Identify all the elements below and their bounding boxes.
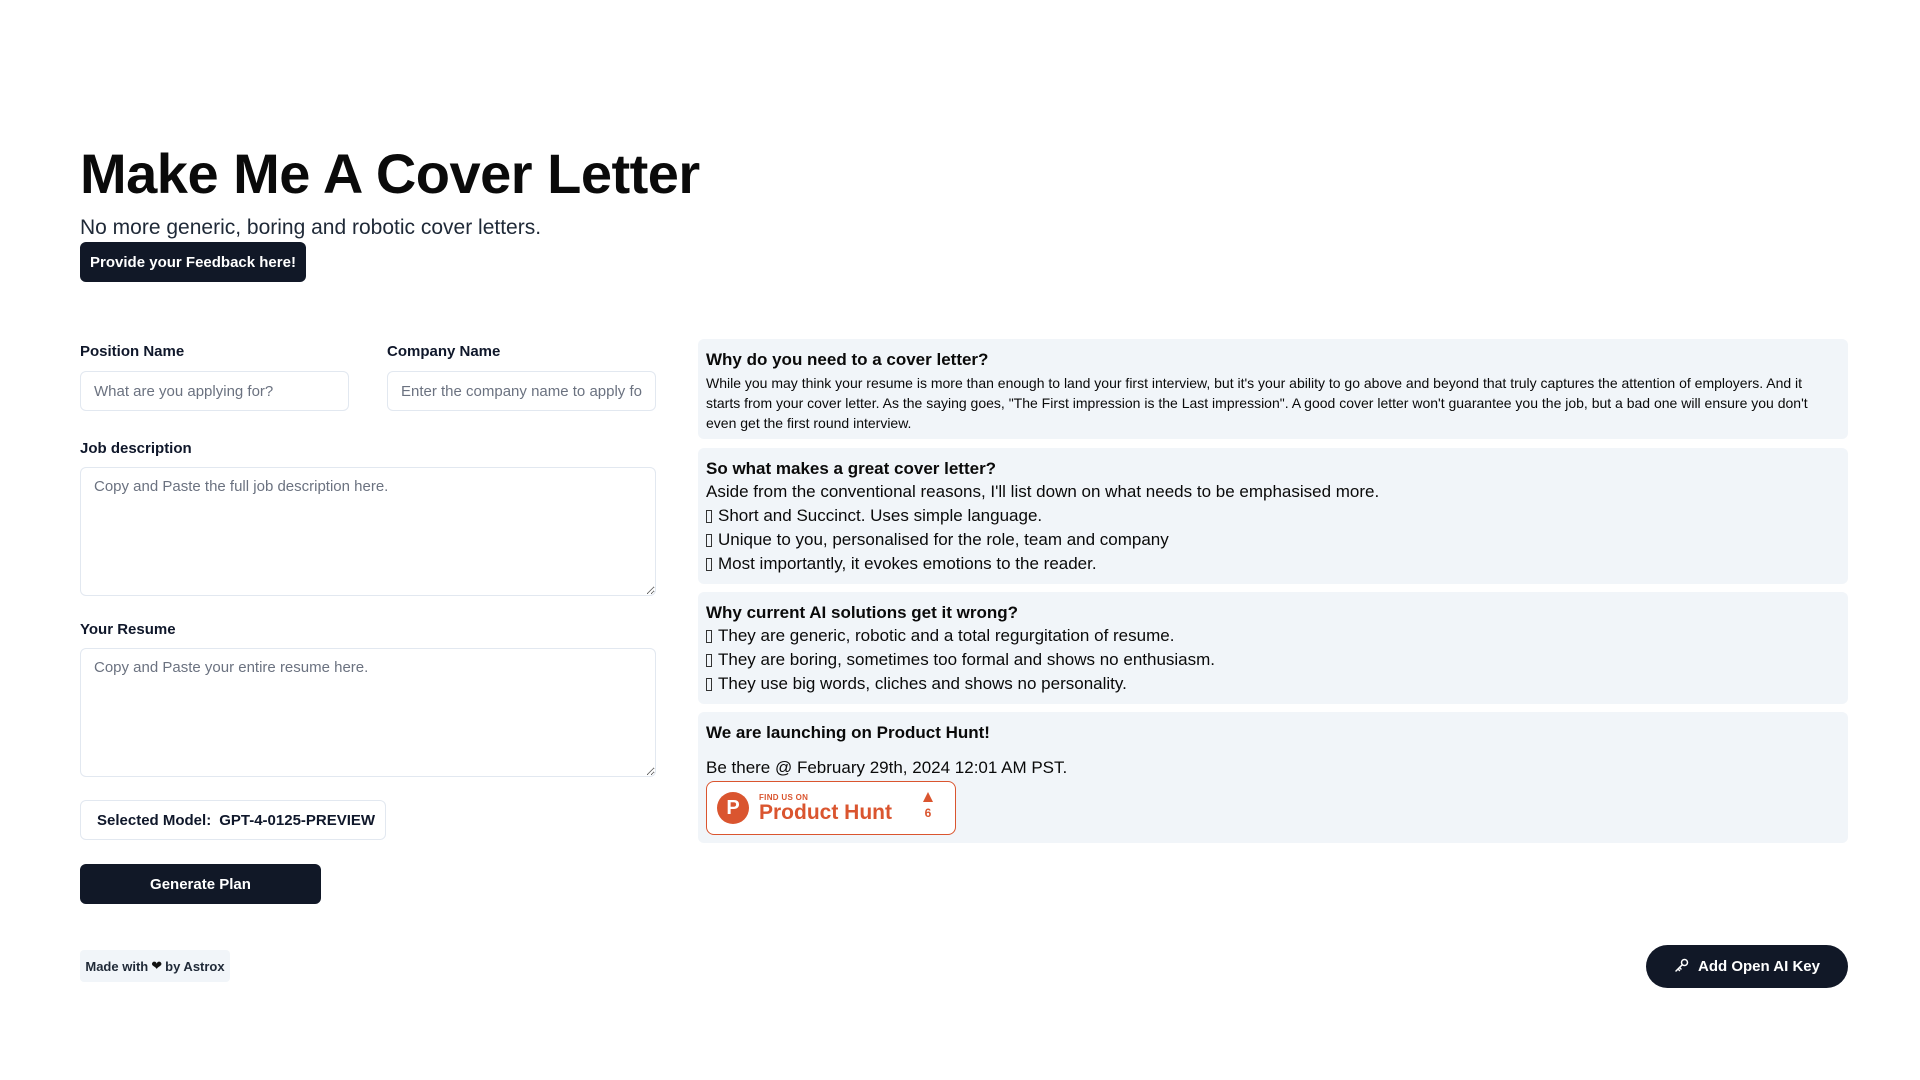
- made-with-prefix: Made with: [85, 958, 149, 974]
- product-hunt-votes: [923, 792, 933, 820]
- list-item: [706, 648, 1840, 672]
- product-hunt-find-text: FIND US ON: [759, 792, 809, 802]
- list-item: [706, 552, 1840, 576]
- bullet-icon: [706, 534, 712, 547]
- bullet-icon: [706, 678, 712, 691]
- resume-textarea[interactable]: [80, 648, 656, 777]
- add-openai-key-label: Add Open AI Key: [1698, 958, 1820, 975]
- product-hunt-badge-text: [759, 793, 892, 824]
- why-cover-letter-title: Why do you need to a cover letter?: [706, 350, 989, 369]
- key-icon: [1674, 957, 1690, 977]
- why-cover-letter-text: While you may think your resume is more than enough to land your first interview, but it's your ability to go above and beyond that truly captures the attention of employers. And it starts from your cover letter. As the saying goes, "The First impression is the Last impression". A good cover letter won't guarantee you the job, but a bad one will ensure you don't even get the first round interview.: [706, 375, 1808, 431]
- product-hunt-title: We are launching on Product Hunt!: [706, 723, 990, 742]
- product-hunt-name: Product Hunt: [759, 800, 892, 824]
- add-openai-key-button[interactable]: [1646, 945, 1848, 988]
- list-item-text: Unique to you, personalised for the role, team and company: [718, 530, 1169, 549]
- company-name-input[interactable]: [387, 371, 656, 411]
- made-with-suffix: by Astrox: [165, 958, 225, 974]
- position-name-input[interactable]: [80, 371, 349, 411]
- bullet-icon: [706, 558, 712, 571]
- feedback-button[interactable]: Provide your Feedback here!: [80, 242, 306, 282]
- page-title: Make Me A Cover Letter: [80, 142, 700, 205]
- list-item: [706, 528, 1840, 552]
- list-item-text: They use big words, cliches and shows no personality.: [718, 674, 1127, 693]
- list-item-text: Short and Succinct. Uses simple language.: [718, 506, 1043, 525]
- heart-icon: ❤: [151, 958, 163, 973]
- bullet-icon: [706, 654, 712, 667]
- company-name-label: Company Name: [387, 343, 501, 360]
- list-item: [706, 624, 1840, 648]
- list-item-text: They are generic, robotic and a total regurgitation of resume.: [718, 626, 1175, 645]
- list-item-text: They are boring, sometimes too formal and shows no enthusiasm.: [718, 650, 1216, 669]
- generate-plan-button[interactable]: Generate Plan: [80, 864, 321, 904]
- position-name-label: Position Name: [80, 343, 185, 360]
- product-hunt-text: Be there @ February 29th, 2024 12:01 AM PST.: [706, 758, 1068, 777]
- made-with-badge[interactable]: [80, 950, 230, 982]
- page-subtitle: No more generic, boring and robotic cover letters.: [80, 216, 542, 239]
- why-cover-letter-panel: [698, 339, 1848, 439]
- ai-solutions-title: Why current AI solutions get it wrong?: [706, 603, 1018, 622]
- model-selector[interactable]: [80, 800, 386, 840]
- upvote-arrow-icon: [923, 792, 933, 802]
- great-cover-letter-panel: [698, 448, 1848, 584]
- product-hunt-badge[interactable]: [706, 781, 956, 835]
- list-item: [706, 504, 1840, 528]
- product-hunt-vote-count: 6: [924, 806, 932, 820]
- model-label: Selected Model:: [97, 811, 212, 829]
- ai-solutions-panel: [698, 592, 1848, 704]
- resume-label: Your Resume: [80, 621, 176, 638]
- model-value: GPT-4-0125-PREVIEW: [219, 811, 376, 829]
- bullet-icon: [706, 510, 712, 523]
- list-item: [706, 672, 1840, 696]
- great-cover-letter-intro: Aside from the conventional reasons, I'll list down on what needs to be emphasised more.: [706, 482, 1380, 501]
- job-description-label: Job description: [80, 440, 192, 457]
- product-hunt-logo-icon: P: [717, 792, 749, 824]
- product-hunt-panel: [698, 712, 1848, 843]
- bullet-icon: [706, 630, 712, 643]
- job-description-textarea[interactable]: [80, 467, 656, 596]
- list-item-text: Most importantly, it evokes emotions to the reader.: [718, 554, 1097, 573]
- great-cover-letter-title: So what makes a great cover letter?: [706, 459, 997, 478]
